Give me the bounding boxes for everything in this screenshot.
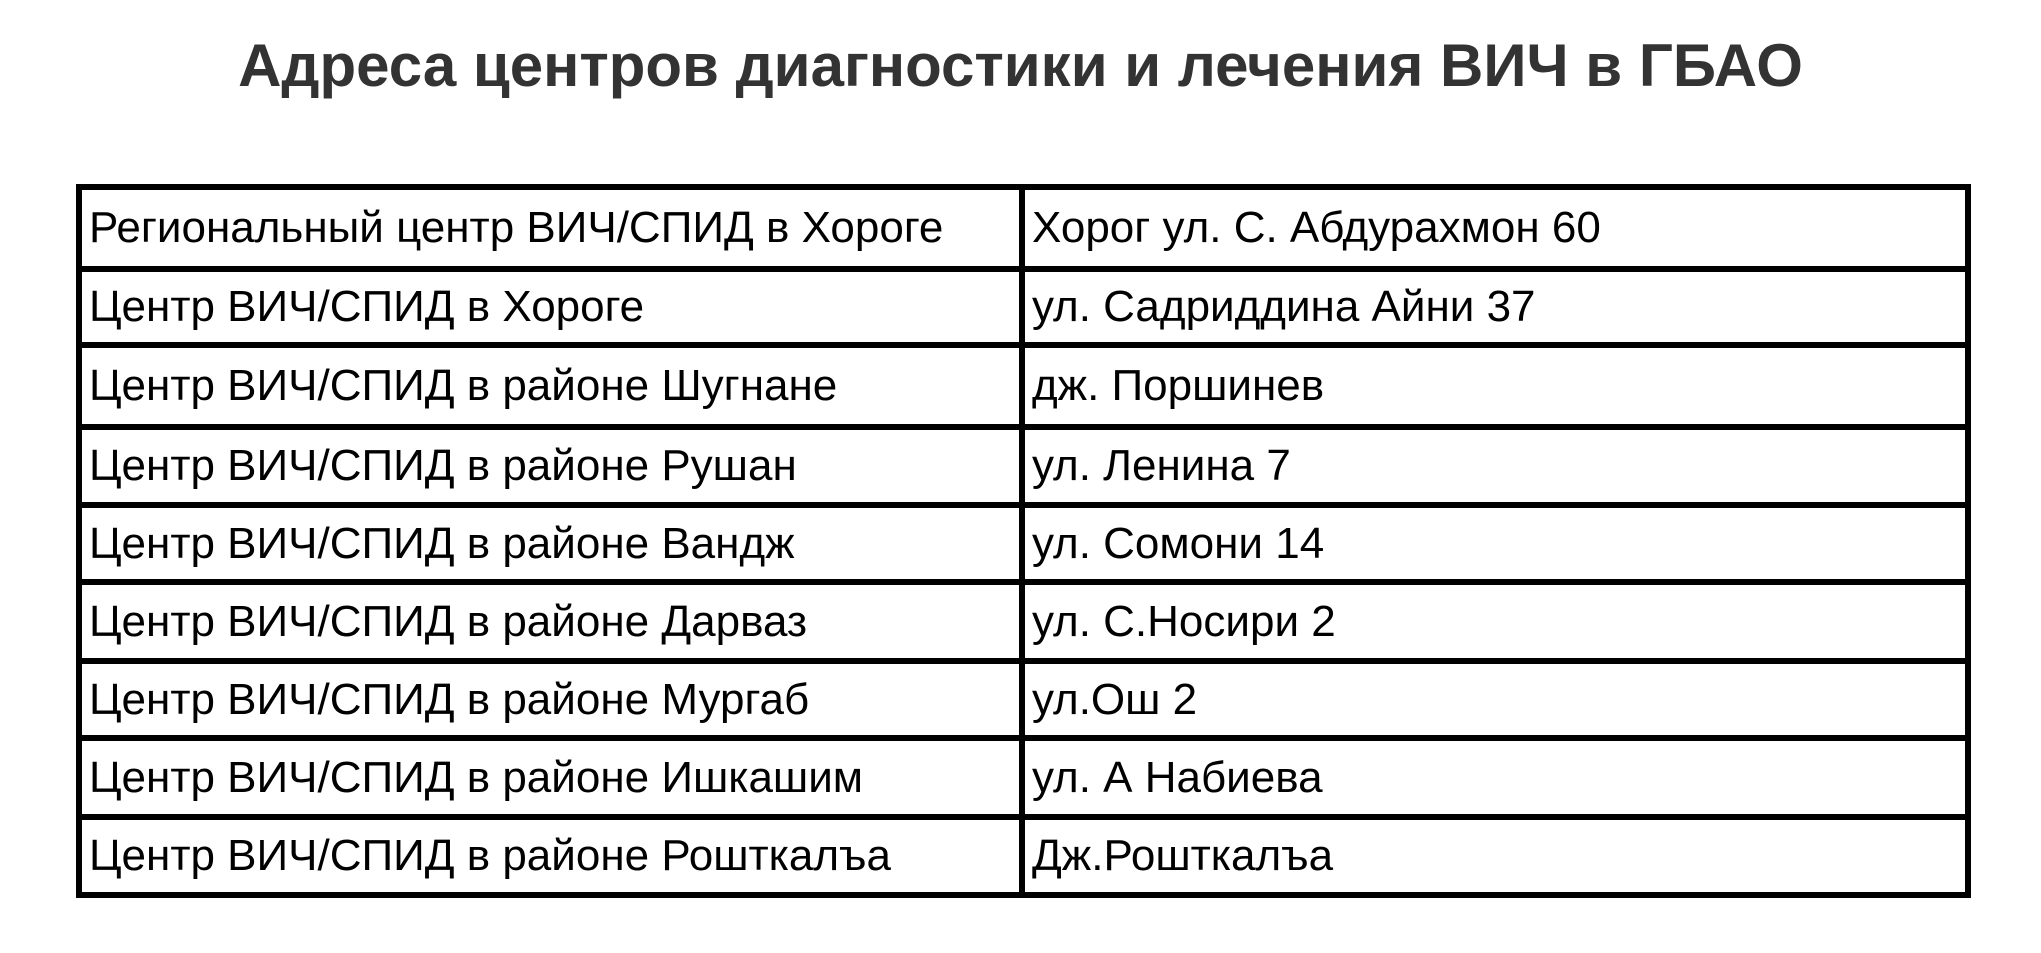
address-cell: ул. А Набиева <box>1022 738 1968 817</box>
center-name-cell: Центр ВИЧ/СПИД в районе Шугнане <box>79 345 1022 427</box>
page-title: Адреса центров диагностики и лечения ВИЧ в ГБАО <box>238 32 1803 99</box>
center-name-cell: Центр ВИЧ/СПИД в районе Рошткалъа <box>79 817 1022 895</box>
center-name-cell: Центр ВИЧ/СПИД в районе Мургаб <box>79 661 1022 738</box>
center-name-cell: Центр ВИЧ/СПИД в районе Дарваз <box>79 582 1022 661</box>
table-row <box>79 345 1968 427</box>
address-cell: ул. Ленина 7 <box>1022 427 1968 505</box>
address-table <box>76 184 1971 898</box>
table-row <box>79 582 1968 661</box>
table-row <box>79 187 1968 269</box>
table-row <box>79 269 1968 345</box>
center-name-cell: Центр ВИЧ/СПИД в районе Рушан <box>79 427 1022 505</box>
table-row <box>79 505 1968 582</box>
address-cell: ул. Сомони 14 <box>1022 505 1968 582</box>
address-cell: ул. С.Носири 2 <box>1022 582 1968 661</box>
address-cell: дж. Поршинев <box>1022 345 1968 427</box>
table-row <box>79 661 1968 738</box>
address-cell: Хорог ул. С. Абдурахмон 60 <box>1022 187 1968 269</box>
table-row <box>79 427 1968 505</box>
center-name-cell: Центр ВИЧ/СПИД в районе Вандж <box>79 505 1022 582</box>
table-row <box>79 738 1968 817</box>
center-name-cell: Центр ВИЧ/СПИД в Хороге <box>79 269 1022 345</box>
address-cell: ул. Садриддина Айни 37 <box>1022 269 1968 345</box>
center-name-cell: Центр ВИЧ/СПИД в районе Ишкашим <box>79 738 1022 817</box>
center-name-cell: Региональный центр ВИЧ/СПИД в Хороге <box>79 187 1022 269</box>
table-row <box>79 817 1968 895</box>
address-cell: Дж.Рошткалъа <box>1022 817 1968 895</box>
address-cell: ул.Ош 2 <box>1022 661 1968 738</box>
